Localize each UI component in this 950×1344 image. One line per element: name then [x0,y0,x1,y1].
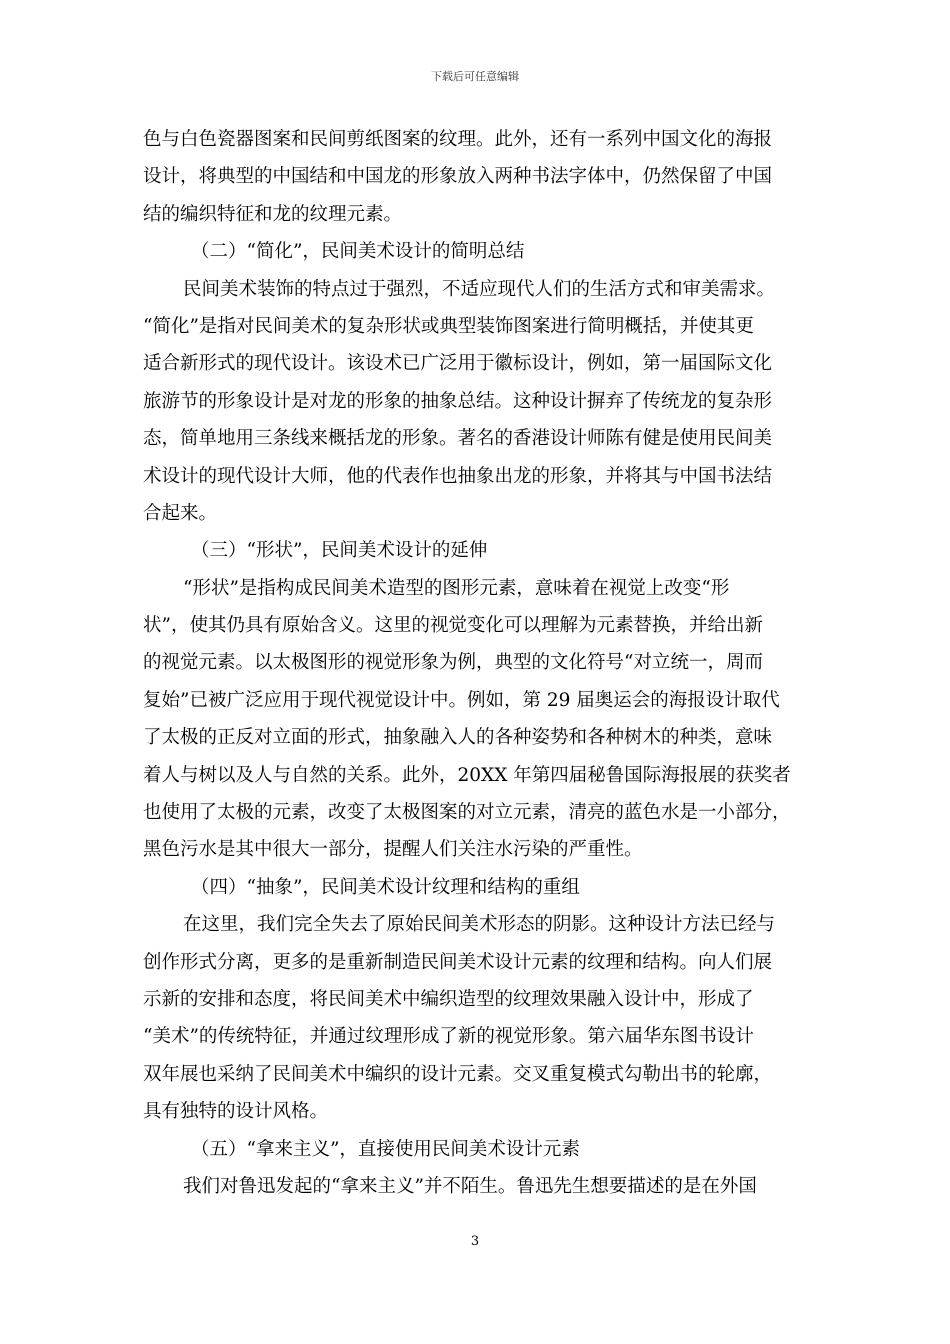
page-number: 3 [470,1234,480,1249]
paragraph-line: 民间美术装饰的特点过于强烈，不适应现代人们的生活方式和审美需求。 [183,278,776,300]
paragraph-line: “形状”是指构成民间美术造型的图形元素，意味着在视觉上改变“形 [183,577,730,599]
paragraph-line: 色与白色瓷器图案和民间剪纸图案的纹理。此外，还有一系列中国文化的海报 [143,129,773,150]
paragraph-line: 黑色污水是其中很大一部分，提醒人们关注水污染的严重性。 [143,839,643,861]
paragraph-line: 示新的安排和态度，将民间美术中编织造型的纹理效果融入设计中，形成了 [143,988,754,1010]
paragraph-line: 旅游节的形象设计是对龙的形象的抽象总结。这种设计摒弃了传统龙的复杂形 [143,390,773,412]
section-heading: （五）“拿来主义”，直接使用民间美术设计元素 [191,1138,580,1160]
paragraph-line: 状”，使其仍具有原始含义。这里的视觉变化可以理解为元素替换，并给出新 [143,615,763,637]
paragraph-line: 了太极的正反对立面的形式，抽象融入人的各种姿势和各种树木的种类，意味 [143,727,773,749]
section-heading: （二）“简化”，民间美术设计的简明总结 [191,241,525,263]
section-heading: （四）“抽象”，民间美术设计纹理和结构的重组 [191,876,580,898]
paragraph-line: 术设计的现代设计大师，他的代表作也抽象出龙的形象，并将其与中国书法结 [143,465,773,487]
paragraph-line: 的视觉元素。以太极图形的视觉形象为例，典型的文化符号“对立统一，周而 [143,652,763,674]
paragraph-line: 创作形式分离，更多的是重新制造民间美术设计元素的纹理和结构。向人们展 [143,951,773,973]
paragraph-line: 适合新形式的现代设计。该设术已广泛用于徽标设计，例如，第一届国际文化 [143,353,773,375]
paragraph-line: 在这里，我们完全失去了原始民间美术形态的阴影。这种设计方法已经与 [183,914,776,936]
paragraph-line: 双年展也采纳了民间美术中编织的设计元素。交叉重复模式勾勒出书的轮廓， [143,1063,773,1085]
paragraph-line: 也使用了太极的元素，改变了太极图案的对立元素，清亮的蓝色水是一小部分， [143,802,791,824]
paragraph-line: “美术”的传统特征，并通过纹理形成了新的视觉形象。第六届华东图书设计 [143,1026,754,1048]
paragraph-line: 着人与树以及人与自然的关系。此外，20XX 年第四届秘鲁国际海报展的获奖者 [143,764,791,786]
page-header: 下载后可任意编辑 [431,70,519,83]
paragraph-line: 具有独特的设计风格。 [143,1101,329,1123]
paragraph-line: “简化”是指对民间美术的复杂形状或典型装饰图案进行简明概括，并使其更 [143,315,754,337]
section-heading: （三）“形状”，民间美术设计的延伸 [191,540,488,562]
paragraph-line: 合起来。 [143,502,218,524]
paragraph-line: 复始”已被广泛应用于现代视觉设计中。例如，第 29 届奥运会的海报设计取代 [143,689,780,711]
paragraph-line: 结的编织特征和龙的纹理元素。 [143,203,403,225]
paragraph-line: 态，简单地用三条线来概括龙的形象。著名的香港设计师陈有健是使用民间美 [143,428,773,450]
paragraph-line: 我们对鲁迅发起的“拿来主义”并不陌生。鲁迅先生想要描述的是在外国 [183,1175,757,1197]
paragraph-line: 设计，将典型的中国结和中国龙的形象放入两种书法字体中，仍然保留了中国 [143,166,773,188]
document-body [143,121,815,1205]
